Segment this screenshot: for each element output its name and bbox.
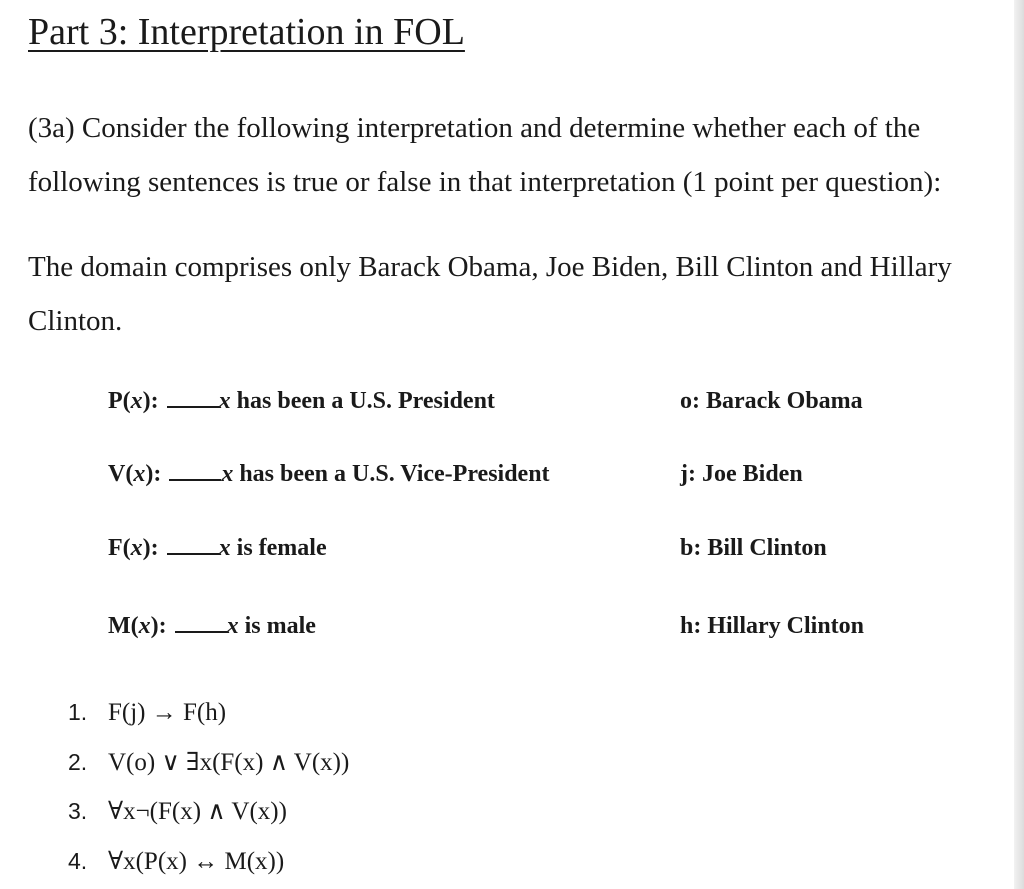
question-number: 1. bbox=[68, 699, 88, 725]
predicate-arg: x bbox=[133, 461, 146, 487]
answer-blank bbox=[167, 535, 219, 555]
predicate-meaning: is male bbox=[244, 613, 316, 639]
predicate-meaning: has been a U.S. President bbox=[236, 388, 495, 414]
predicate-variable: x bbox=[226, 613, 239, 639]
question-formula: F(j) → F(h) bbox=[108, 699, 227, 726]
question-item bbox=[68, 837, 349, 887]
constant-j: j: Joe Biden bbox=[680, 461, 803, 487]
question-list bbox=[68, 688, 349, 886]
answer-blank bbox=[169, 461, 221, 481]
predicate-symbol: P bbox=[108, 388, 123, 414]
predicate-symbol: M bbox=[108, 613, 131, 639]
predicate-meaning: is female bbox=[236, 535, 327, 561]
constant-b: b: Bill Clinton bbox=[680, 535, 827, 561]
question-number: 3. bbox=[68, 798, 88, 824]
predicate-meaning: has been a U.S. Vice-President bbox=[239, 461, 550, 487]
question-item bbox=[68, 787, 349, 837]
predicate-p: P(x): x has been a U.S. President bbox=[108, 388, 495, 414]
question-formula: ∀x(P(x) ↔ M(x)) bbox=[108, 847, 285, 875]
domain-text: The domain comprises only Barack Obama, Joe Biden, Bill Clinton and Hillary Clinton. bbox=[28, 251, 952, 337]
predicate-arg: x bbox=[130, 388, 143, 414]
question-item bbox=[68, 738, 349, 788]
question-formula: ∀x¬(F(x) ∧ V(x)) bbox=[108, 798, 287, 825]
answer-blank bbox=[167, 388, 219, 408]
question-number: 2. bbox=[68, 748, 88, 775]
question-number: 4. bbox=[68, 847, 88, 874]
predicate-variable: x bbox=[218, 388, 231, 414]
section-title: Part 3: Interpretation in FOL bbox=[28, 11, 465, 53]
predicate-m: M(x): x is male bbox=[108, 613, 316, 639]
predicate-f: F(x): x is female bbox=[108, 535, 327, 561]
predicate-symbol: F bbox=[108, 535, 123, 561]
question-item bbox=[68, 688, 349, 738]
predicate-v: V(x): x has been a U.S. Vice-President bbox=[108, 461, 550, 487]
question-formula: V(o) ∨ ∃x(F(x) ∧ V(x)) bbox=[108, 748, 350, 776]
constant-h: h: Hillary Clinton bbox=[680, 613, 865, 639]
answer-blank bbox=[175, 613, 227, 633]
page-edge bbox=[1014, 0, 1024, 889]
predicate-variable: x bbox=[221, 461, 234, 487]
predicate-arg: x bbox=[130, 535, 143, 561]
predicate-symbol: V bbox=[108, 461, 126, 487]
constant-o: o: Barack Obama bbox=[680, 388, 863, 414]
predicate-variable: x bbox=[218, 535, 231, 561]
predicate-arg: x bbox=[138, 613, 151, 639]
instructions-text: (3a) Consider the following interpretation and determine whether each of the following sentences is true or false in that interpretation (1 point per question): bbox=[28, 112, 942, 198]
